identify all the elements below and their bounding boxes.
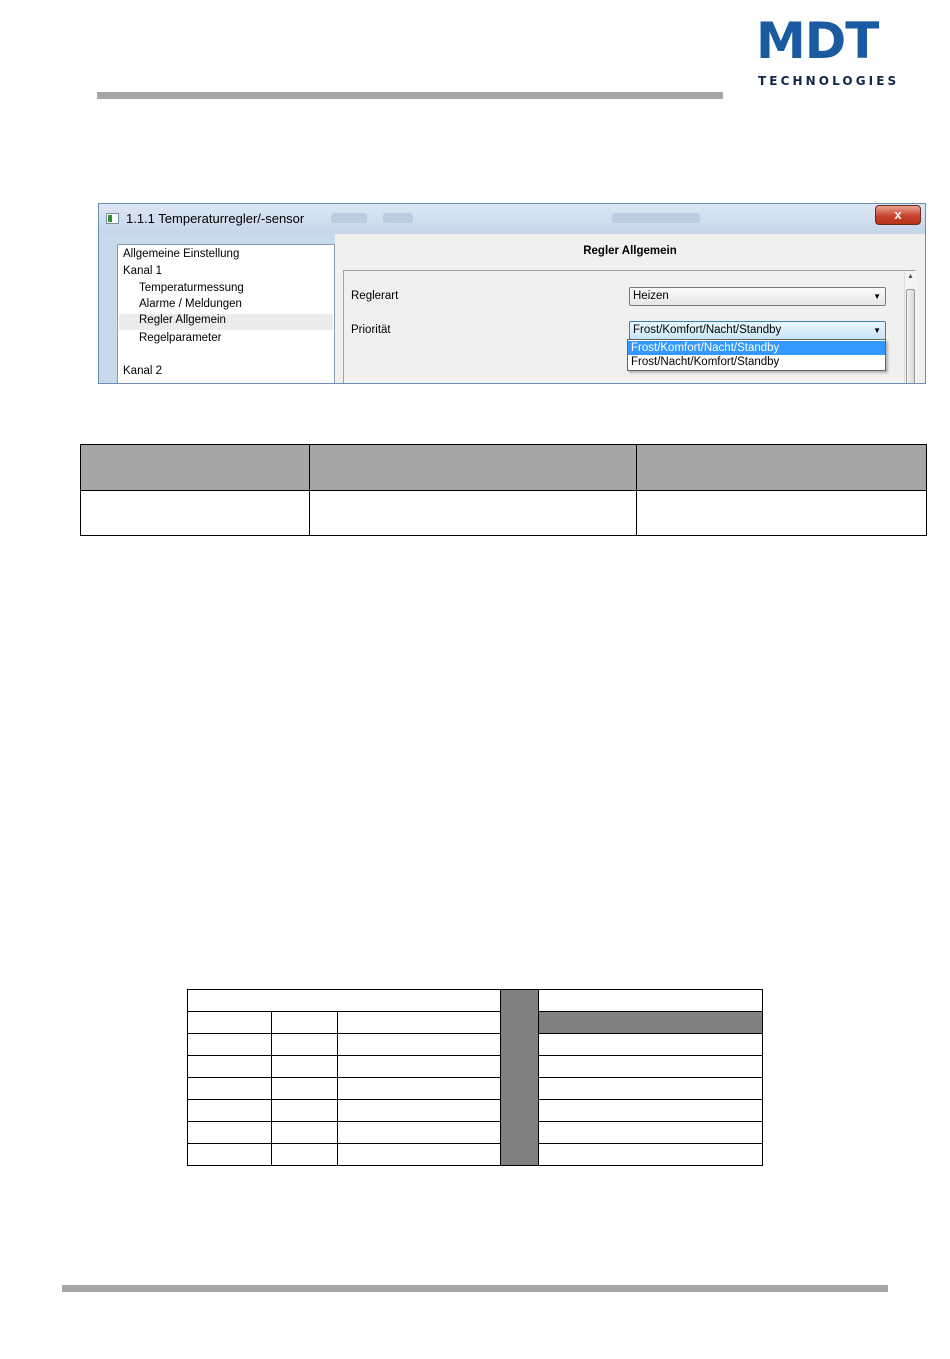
table-cell	[188, 1078, 272, 1100]
prioritaet-value: Frost/Komfort/Nacht/Standby	[633, 324, 782, 336]
param-label-prioritaet: Priorität	[351, 324, 391, 336]
window-icon	[106, 213, 119, 224]
tree-item-kanal-2[interactable]: Kanal 2	[123, 365, 163, 377]
table-cell	[539, 1056, 763, 1078]
table-cell	[637, 491, 927, 536]
table-row	[188, 1100, 763, 1122]
scroll-thumb[interactable]	[906, 289, 915, 384]
table-cell	[188, 1100, 272, 1122]
table-cell	[539, 1122, 763, 1144]
scrollbar[interactable]	[904, 271, 917, 384]
navigation-tree	[117, 244, 335, 384]
table-cell	[539, 1100, 763, 1122]
table-cell	[188, 1012, 272, 1034]
dialog-title: 1.1.1 Temperaturregler/-sensor	[126, 211, 305, 226]
table-row	[188, 990, 763, 1012]
tree-item-regelparameter[interactable]: Regelparameter	[139, 332, 222, 344]
tree-item-kanal-1[interactable]: Kanal 1	[123, 265, 163, 277]
table-cell	[188, 1122, 272, 1144]
dropdown-option[interactable]: Frost/Nacht/Komfort/Standby	[631, 356, 780, 368]
table-cell	[338, 1056, 501, 1078]
table-row	[188, 1034, 763, 1056]
priority-table	[187, 989, 763, 1166]
table-cell	[188, 1144, 272, 1166]
table-separator-cell	[501, 990, 539, 1166]
scroll-up-icon[interactable]: ▲	[907, 273, 914, 280]
table-cell	[272, 1056, 338, 1078]
tree-item-alarme-meldungen[interactable]: Alarme / Meldungen	[139, 298, 242, 310]
table-row	[188, 1144, 763, 1166]
table-cell	[338, 1012, 501, 1034]
table-cell	[272, 1078, 338, 1100]
table-cell	[272, 1012, 338, 1034]
table-row	[81, 491, 927, 536]
panel-title: Regler Allgemein	[583, 245, 677, 257]
dialog-titlebar	[99, 204, 925, 234]
titlebar-ghost	[331, 213, 367, 223]
chevron-down-icon: ▼	[873, 326, 881, 335]
table-row	[188, 1078, 763, 1100]
parameter-panel	[335, 234, 925, 384]
table-cell	[272, 1034, 338, 1056]
table-header-cell	[539, 1012, 763, 1034]
table-cell	[539, 1144, 763, 1166]
table-cell	[272, 1100, 338, 1122]
table-header-cell	[637, 445, 927, 491]
table-cell	[81, 491, 310, 536]
table-header-row	[81, 445, 927, 491]
tree-item-allgemeine-einstellung[interactable]: Allgemeine Einstellung	[123, 248, 240, 260]
close-button[interactable]: x	[875, 205, 921, 225]
table-cell	[272, 1122, 338, 1144]
table-cell	[338, 1122, 501, 1144]
reglerart-select[interactable]	[629, 287, 886, 306]
logo-mark: MDT	[756, 12, 879, 70]
tree-item-temperaturmessung[interactable]: Temperaturmessung	[139, 282, 244, 294]
tree-item-regler-allgemein[interactable]: Regler Allgemein	[119, 314, 333, 330]
parameter-table	[80, 444, 927, 536]
reglerart-value: Heizen	[633, 290, 669, 302]
settings-dialog-screenshot	[98, 203, 926, 384]
prioritaet-select[interactable]	[629, 321, 886, 340]
table-cell	[188, 990, 501, 1012]
table-cell	[310, 491, 637, 536]
table-row	[188, 1056, 763, 1078]
titlebar-ghost	[612, 213, 700, 223]
table-header-cell	[310, 445, 637, 491]
table-cell	[338, 1034, 501, 1056]
table-cell	[188, 1034, 272, 1056]
logo-subtitle: TECHNOLOGIES	[758, 74, 900, 88]
table-row	[188, 1012, 763, 1034]
table-cell	[338, 1144, 501, 1166]
table-header-cell	[81, 445, 310, 491]
mdt-logo	[752, 12, 902, 92]
table-cell	[539, 1034, 763, 1056]
table-cell	[338, 1078, 501, 1100]
table-row	[188, 1122, 763, 1144]
table-cell	[188, 1056, 272, 1078]
param-label-reglerart: Reglerart	[351, 290, 399, 302]
prioritaet-dropdown-list	[627, 339, 886, 371]
footer-rule	[62, 1285, 888, 1292]
table-cell	[539, 1078, 763, 1100]
header-rule	[97, 92, 723, 99]
table-cell	[539, 990, 763, 1012]
chevron-down-icon: ▼	[873, 292, 881, 301]
table-cell	[272, 1144, 338, 1166]
table-cell	[338, 1100, 501, 1122]
titlebar-ghost	[383, 213, 413, 223]
dropdown-option[interactable]: Frost/Komfort/Nacht/Standby	[628, 341, 885, 355]
